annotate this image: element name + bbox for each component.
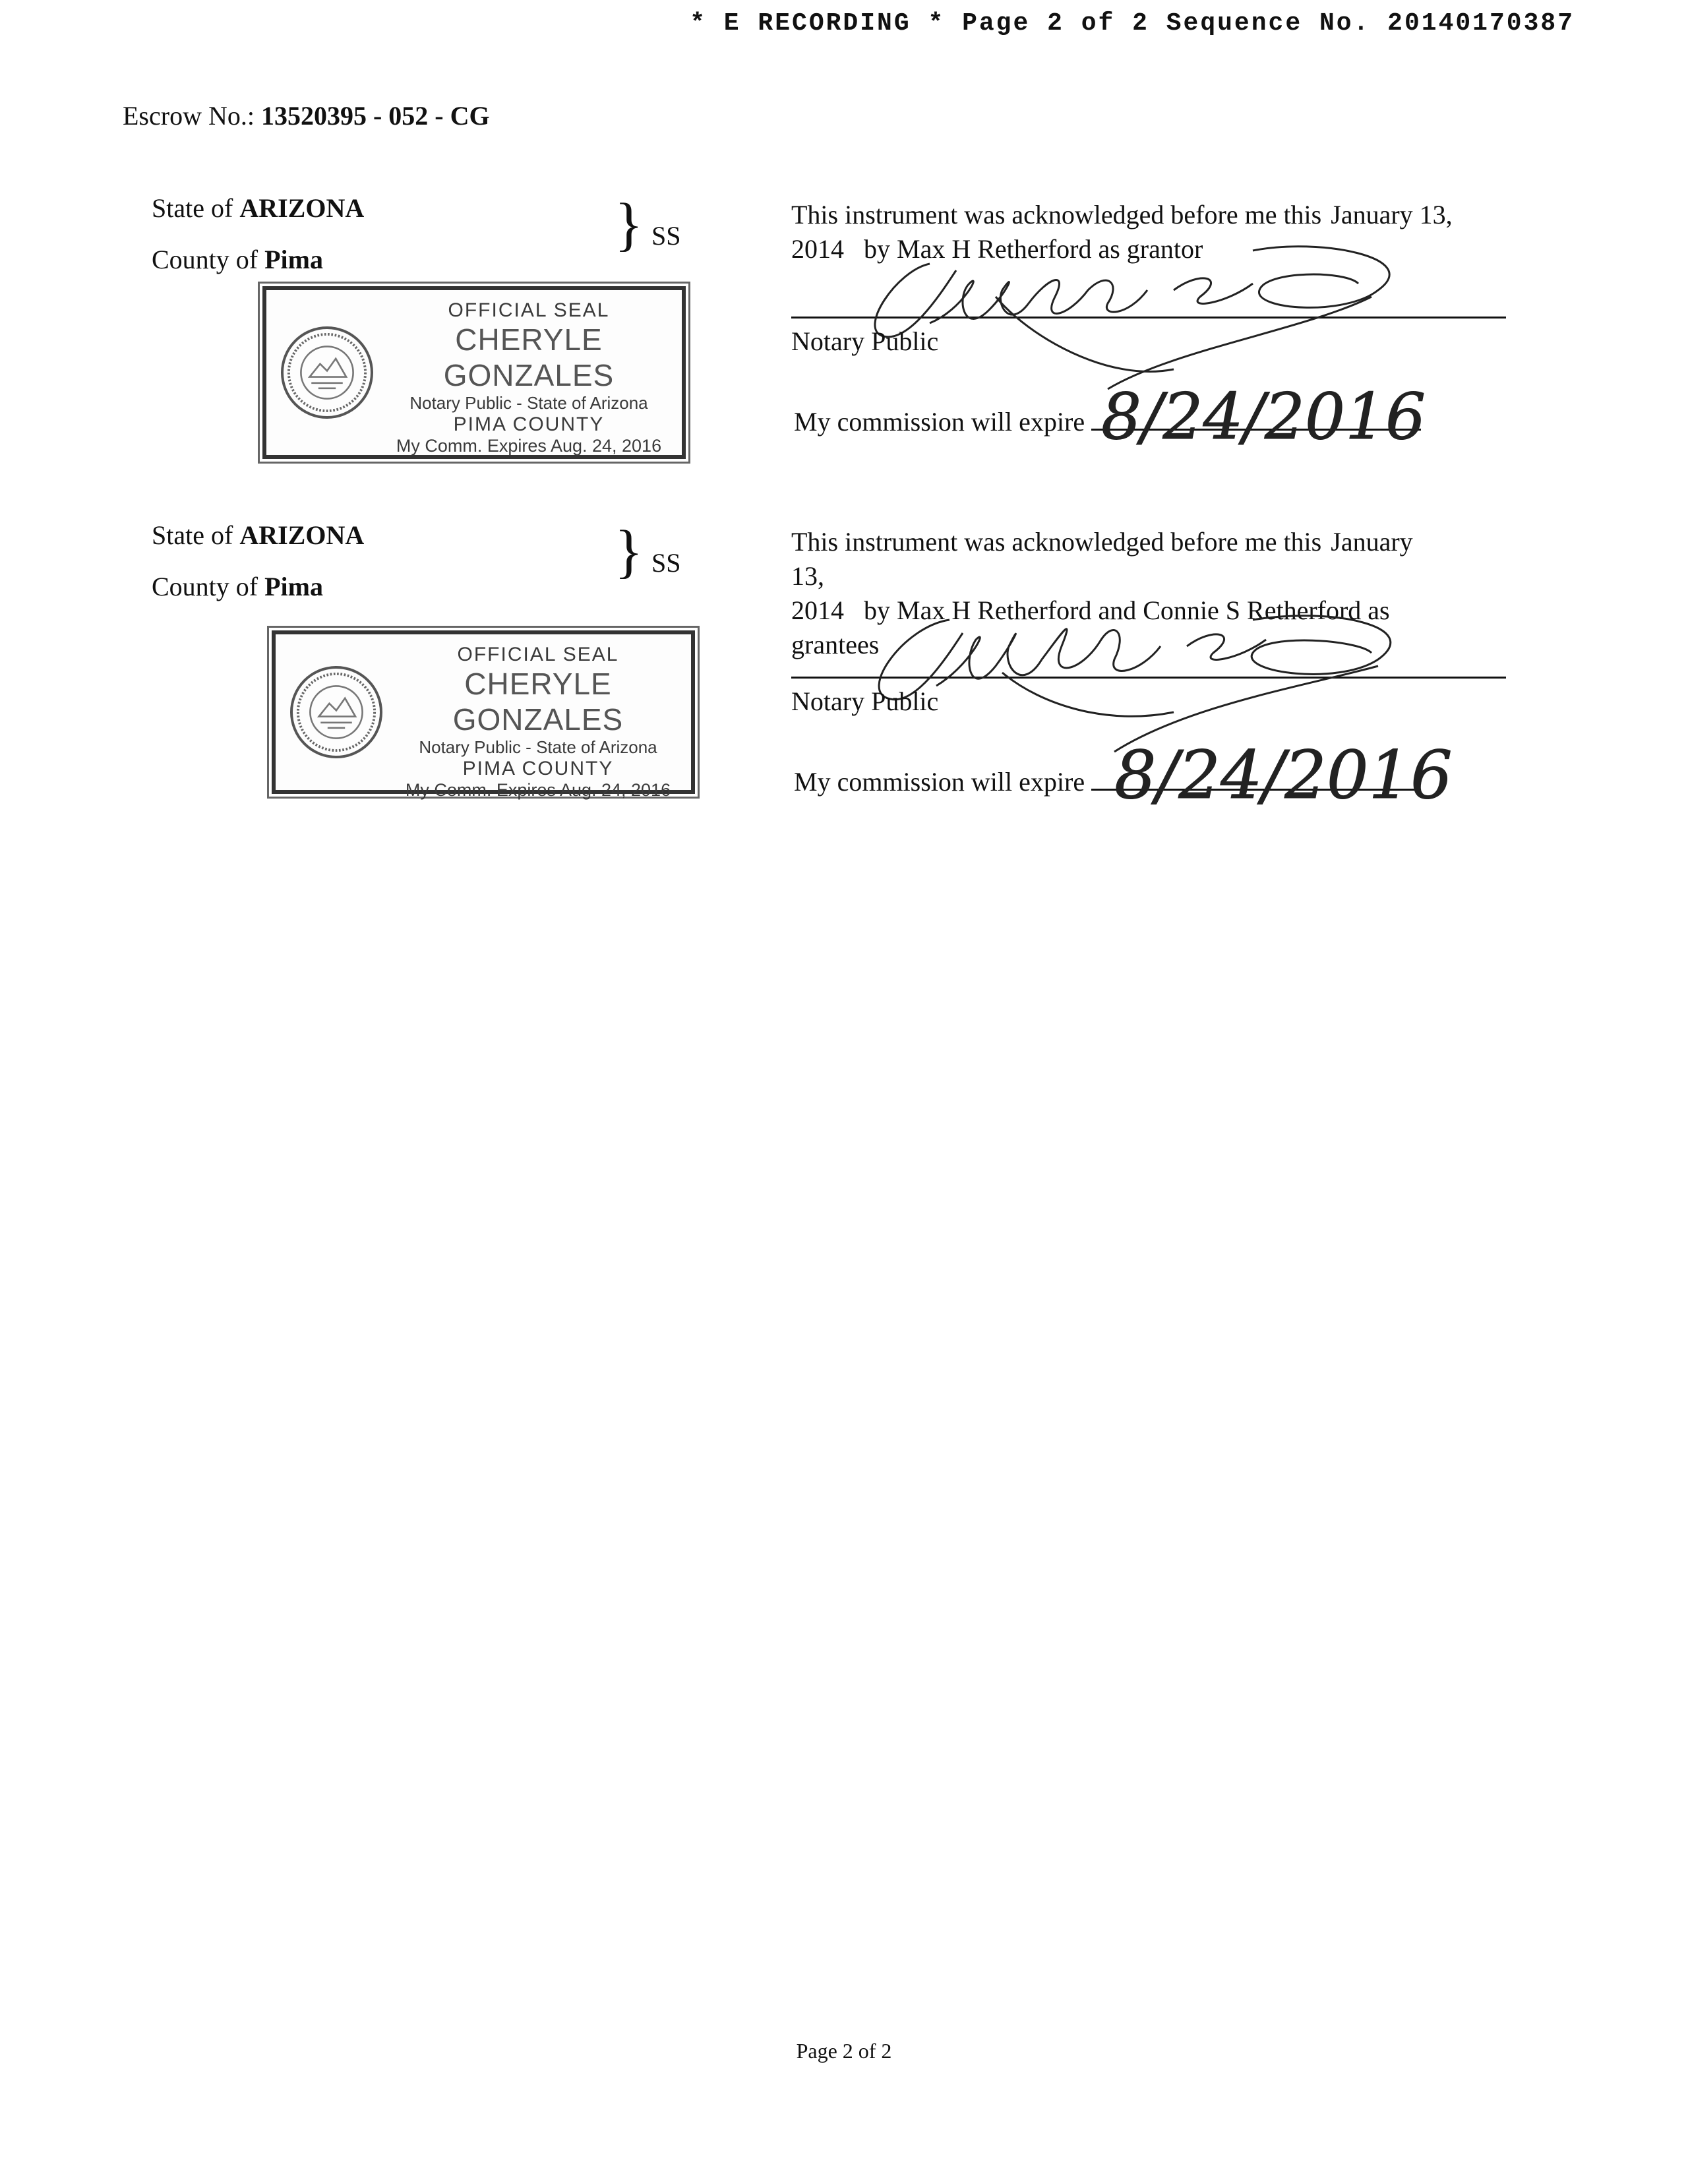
seal-county: PIMA COUNTY <box>453 413 605 435</box>
escrow-number: 13520395 - 052 - CG <box>260 101 490 131</box>
seal-title: OFFICIAL SEAL <box>448 299 610 321</box>
acknowledgment-text: This instrument was acknowledged before me this January 13, 2014 by Max H Retherford and Connie S Retherford as grantees <box>791 527 1413 659</box>
seal-expiry: My Comm. Expires Aug. 24, 2016 <box>405 780 671 800</box>
commission-expire-blank <box>1091 409 1421 431</box>
seal-notary-name: CHERYLE GONZALES <box>443 322 615 392</box>
escrow-line <box>123 100 490 131</box>
county-line: County of Pima <box>152 572 323 601</box>
ack-date: January 13, <box>791 527 1413 591</box>
seal-role: Notary Public - State of Arizona <box>409 393 648 413</box>
venue-ss: SS <box>651 221 681 251</box>
state-seal-emblem-icon <box>290 666 382 758</box>
ack-date: January 13, <box>1331 200 1453 229</box>
handwritten-expiration-date-text: 8/24/2016 <box>1114 737 1453 814</box>
state-line: State of ARIZONA <box>152 520 365 550</box>
signature-line <box>791 317 1506 318</box>
state-seal-emblem-icon <box>281 326 373 419</box>
state-name: ARIZONA <box>239 193 365 223</box>
signature-line <box>791 677 1506 679</box>
seal-role: Notary Public - State of Arizona <box>419 737 657 757</box>
notary-seal-stamp <box>262 286 686 459</box>
state-line: State of ARIZONA <box>152 193 365 223</box>
page-number-footer: Page 2 of 2 <box>796 2039 892 2063</box>
ack-party: by Max H Retherford as grantor <box>864 234 1203 264</box>
commission-expire-line: My commission will expire <box>794 406 1421 437</box>
escrow-label: Escrow No.: <box>123 101 255 131</box>
seal-expiry: My Comm. Expires Aug. 24, 2016 <box>396 436 662 456</box>
handwritten-expiration-date-text: 8/24/2016 <box>1101 380 1426 454</box>
seal-text <box>385 299 673 456</box>
seal-title: OFFICIAL SEAL <box>457 644 619 665</box>
seal-notary-name: CHERYLE GONZALES <box>452 667 624 737</box>
county-name: Pima <box>264 245 323 274</box>
acknowledgment-text: This instrument was acknowledged before me this January 13, 2014 by Max H Retherford as grantor <box>791 198 1510 266</box>
ack-year: 2014 <box>791 234 844 264</box>
commission-expire-blank <box>1091 769 1421 791</box>
notary-public-label: Notary Public <box>791 326 939 356</box>
notary-public-label: Notary Public <box>791 686 939 716</box>
notary-seal-stamp <box>272 630 695 800</box>
venue-brace: } <box>615 192 644 257</box>
state-name: ARIZONA <box>239 520 365 550</box>
recording-header: * E RECORDING * Page 2 of 2 Sequence No. 20140170387 <box>690 9 1575 38</box>
venue-brace: } <box>615 519 644 584</box>
county-name: Pima <box>264 572 323 601</box>
commission-expire-line: My commission will expire <box>794 766 1421 797</box>
ack-year: 2014 <box>791 595 844 625</box>
seal-county: PIMA COUNTY <box>462 758 614 779</box>
county-line: County of Pima <box>152 245 323 274</box>
ack-party: by Max H Retherford and Connie S Retherford as grantees <box>791 595 1390 659</box>
seal-text <box>394 644 682 800</box>
venue-ss: SS <box>651 548 681 578</box>
